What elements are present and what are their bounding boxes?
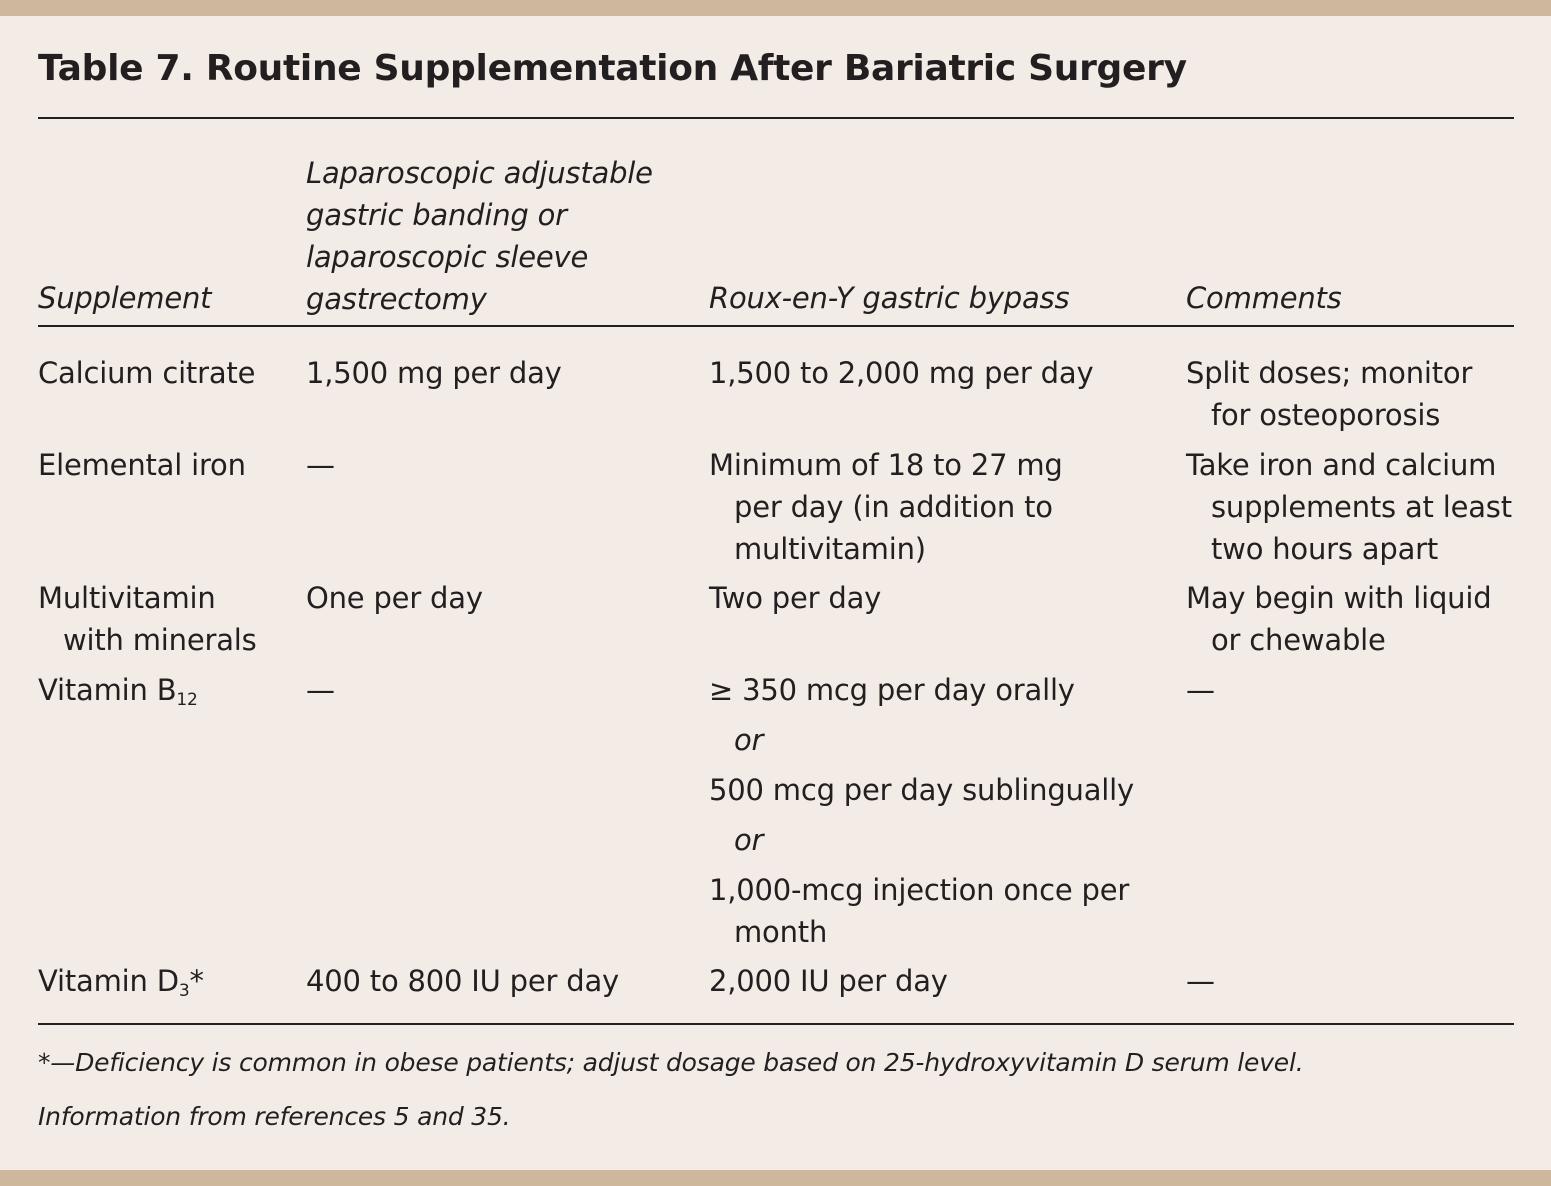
- table-row-calcium-rygb: [709, 352, 1169, 394]
- header-top-rule: [38, 117, 1514, 119]
- cell-text: —: [306, 448, 335, 482]
- table-row-iron-comments: [1186, 444, 1531, 570]
- table-row-b12-comments: —: [1186, 673, 1215, 707]
- table-row-b12-supplement: [38, 669, 293, 711]
- cell-text: Multivitamin with minerals: [38, 581, 257, 657]
- table-title: Table 7. Routine Supplementation After Bariatric Surgery: [38, 48, 1187, 89]
- table-bottom-rule: [38, 1023, 1514, 1025]
- header-rygb: Roux-en-Y gastric bypass: [709, 281, 1070, 315]
- table-row-iron-supplement: [38, 444, 293, 486]
- rygb-option-2: 500 mcg per day sublingually: [709, 773, 1134, 807]
- supplement-name: Vitamin D: [38, 964, 179, 998]
- table-row-iron-rygb: [709, 444, 1089, 570]
- top-border-band: [0, 0, 1551, 16]
- table-row-d3-supplement: [38, 960, 293, 1002]
- table-row-b12-rygb: [709, 669, 1149, 953]
- rygb-option-3: 1,000-mcg injection once per month: [709, 873, 1130, 949]
- cell-text: Take iron and calcium supplements at least two hours apart: [1186, 448, 1512, 566]
- table-row-multivitamin-lagb: [306, 577, 696, 619]
- cell-text: Elemental iron: [38, 448, 246, 482]
- subscript: 12: [176, 690, 198, 710]
- table-row-multivitamin-rygb: [709, 577, 1169, 619]
- subscript: 3: [178, 981, 190, 1001]
- or-separator: or: [734, 723, 764, 757]
- table-row-calcium-comments: [1186, 352, 1506, 436]
- table-footnote: *—Deficiency is common in obese patients; adjust dosage based on 25-hydroxyvitamin D serum level.: [38, 1048, 1304, 1077]
- cell-text: Split doses; monitor for osteoporosis: [1186, 356, 1473, 432]
- cell-text: 1,500 to 2,000 mg per day: [709, 356, 1094, 390]
- table-row-iron-lagb: [306, 444, 696, 486]
- or-separator: or: [734, 823, 764, 857]
- supplement-name: Vitamin B: [38, 673, 177, 707]
- header-supplement: Supplement: [38, 281, 212, 315]
- cell-text: 1,500 mg per day: [306, 356, 562, 390]
- cell-text: Two per day: [709, 581, 882, 615]
- header-bottom-rule: [38, 325, 1514, 327]
- cell-text: May begin with liquid or chewable: [1186, 581, 1492, 657]
- table-row-d3-comments: —: [1186, 964, 1215, 998]
- cell-text: One per day: [306, 581, 483, 615]
- table-row-multivitamin-supplement: [38, 577, 278, 661]
- cell-text: Calcium citrate: [38, 356, 256, 390]
- rygb-option-1: ≥ 350 mcg per day orally: [709, 673, 1075, 707]
- table-row-d3-lagb: 400 to 800 IU per day: [306, 964, 620, 998]
- cell-text: Minimum of 18 to 27 mg per day (in addition to multivitamin): [709, 448, 1063, 566]
- table-row-calcium-lagb: [306, 352, 696, 394]
- header-comments: Comments: [1186, 281, 1342, 315]
- table-row-calcium-supplement: [38, 352, 293, 394]
- table-row-multivitamin-comments: [1186, 577, 1516, 661]
- bottom-border-band: [0, 1170, 1551, 1186]
- table-row-b12-lagb: —: [306, 673, 335, 707]
- table-source: Information from references 5 and 35.: [38, 1102, 511, 1131]
- table-row-d3-rygb: 2,000 IU per day: [709, 964, 948, 998]
- header-lagb-lsg: Laparoscopic adjustable gastric banding or laparoscopic sleeve gastrectomy: [306, 156, 653, 316]
- footnote-marker: *: [189, 964, 204, 998]
